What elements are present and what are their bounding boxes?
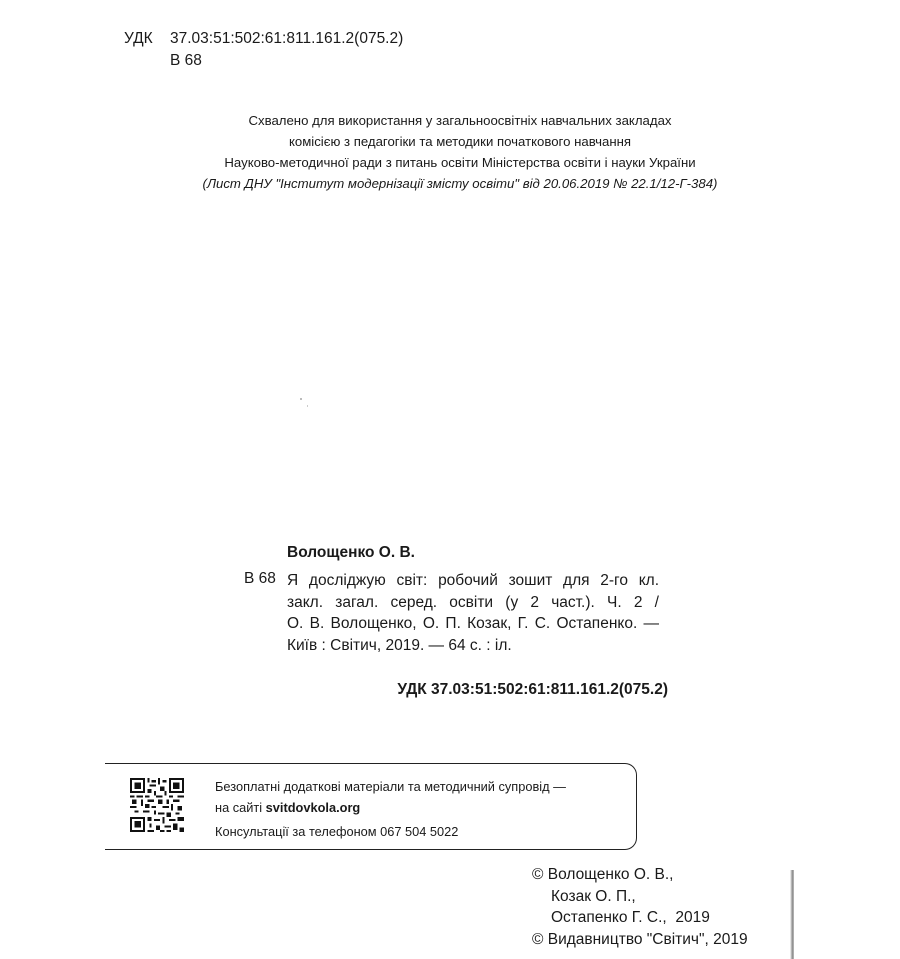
info-line-3: Консультації за телефоном 067 504 5022	[215, 824, 459, 839]
bib-description	[287, 570, 659, 656]
bib-author: Волощенко О. В.	[287, 544, 415, 561]
scan-artifact	[300, 398, 302, 400]
approval-line-2: комісією з педагогіки та методики початкового навчання	[288, 134, 632, 149]
bib-udk: УДК 37.03:51:502:61:811.161.2(075.2)	[397, 681, 668, 698]
bib-line-1: Я досліджую світ: робочий зошит для 2-го кл.	[287, 572, 659, 589]
approval-line-3: Науково-методичної ради з питань освіти Міністерства освіти і науки України	[224, 155, 696, 170]
copyright-block	[532, 864, 748, 950]
approval-notice	[160, 110, 760, 194]
approval-line-1: Схвалено для використання у загальноосвітніх навчальних закладах	[248, 113, 672, 128]
udk-code: 37.03:51:502:61:811.161.2(075.2)	[170, 30, 404, 47]
approval-line-4: (Лист ДНУ "Інститут модернізації змісту освіти" від 20.06.2019 № 22.1/12-Г-384)	[202, 176, 718, 191]
page-edge-shadow	[790, 870, 794, 959]
copyright-line-2: Козак О. П.,	[551, 887, 636, 905]
info-text	[215, 776, 566, 842]
copyright-line-1: © Волощенко О. В.,	[532, 866, 674, 883]
copyright-line-4: © Видавництво "Світич", 2019	[532, 930, 748, 948]
info-line-1: Безоплатні додаткові матеріали та методичний супровід —	[215, 779, 566, 794]
info-site-prefix: на сайті	[215, 800, 266, 815]
bbk-code: В 68	[170, 52, 202, 69]
udk-header	[124, 28, 403, 72]
info-line-2	[215, 797, 566, 818]
website-link[interactable]: svitdovkola.org	[265, 800, 361, 815]
bib-line-4: Київ : Світич, 2019. — 64 с. : іл.	[287, 636, 512, 654]
qr-code-icon	[130, 778, 184, 832]
bib-line-2: закл. загал. серед. освіти (у 2 част.). Ч. 2 /	[287, 593, 659, 611]
udk-label: УДК	[124, 30, 153, 47]
bib-code: В 68	[244, 570, 276, 587]
scan-artifact	[307, 405, 308, 407]
copyright-line-3: Остапенко Г. С., 2019	[551, 909, 710, 926]
bib-line-3: О. В. Волощенко, О. П. Козак, Г. С. Остапенко. —	[287, 615, 659, 632]
